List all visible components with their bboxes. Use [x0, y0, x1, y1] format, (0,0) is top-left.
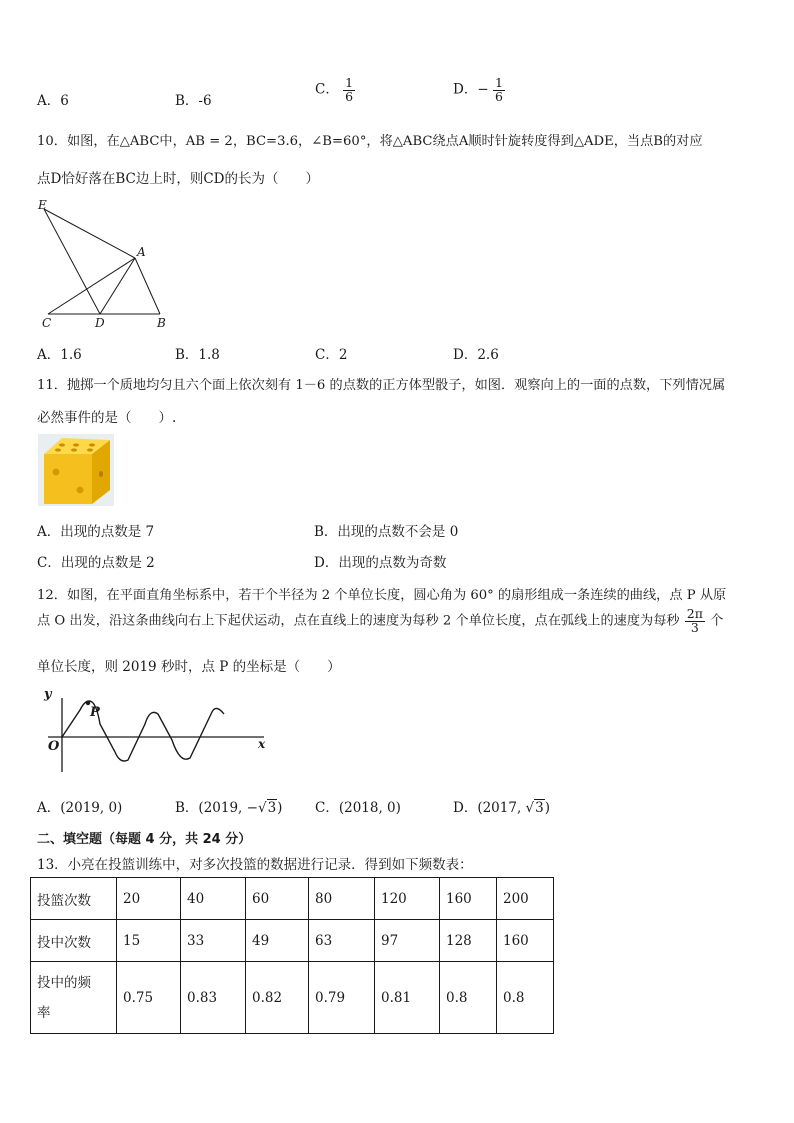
table-cell: 0.8 [497, 962, 554, 1034]
q12-option-b-prefix: (2019, − [198, 800, 258, 816]
q9-option-d-fraction [493, 77, 505, 103]
q10-label-e: E [38, 198, 47, 212]
table-cell: 0.79 [309, 962, 375, 1034]
frequency-table [30, 877, 554, 1034]
q12-speed-fraction [685, 608, 705, 634]
table-cell: 0.8 [440, 962, 497, 1034]
table-cell: 160 [497, 920, 554, 962]
q10-label-b: B [157, 316, 166, 330]
q11-option-a: A．出现的点数是 7 [37, 524, 155, 540]
q11-option-b: B．出现的点数不会是 0 [314, 524, 459, 540]
q12-label-o: O [48, 739, 60, 754]
q10-label-d: D [95, 316, 105, 330]
q12-option-d [453, 796, 550, 816]
q10-stem-line2: 点D恰好落在BC边上时，则CD的长为（ ） [37, 171, 319, 187]
q12-wave-figure [40, 684, 276, 776]
q9-option-c-numerator: 1 [345, 75, 354, 90]
q12-option-d-radicand: 3 [535, 800, 544, 816]
q9-option-d-denominator: 6 [494, 88, 503, 104]
table-row [31, 878, 554, 920]
table-cell: 80 [309, 878, 375, 920]
table-cell: 160 [440, 878, 497, 920]
q10-label-a: A [137, 245, 146, 259]
q10-segment-ab [135, 258, 160, 314]
dice-image [38, 434, 114, 506]
section-title: 二、填空题（每题 4 分，共 24 分） [37, 832, 252, 847]
q12-option-d-label: D． [453, 800, 478, 816]
row-header-line2: 率 [37, 1004, 51, 1021]
q12-option-a-label: A． [37, 800, 61, 816]
q9-option-c-label: C． [315, 81, 339, 98]
q12-label-x: x [258, 737, 266, 751]
q11-option-d: D．出现的点数为奇数 [314, 555, 447, 571]
table-cell: 200 [497, 878, 554, 920]
table-row [31, 920, 554, 962]
q12-option-c [315, 796, 401, 816]
table-row [31, 962, 554, 1034]
table-cell: 0.75 [117, 962, 181, 1034]
table-cell: 33 [181, 920, 246, 962]
q9-option-c-fraction [343, 77, 355, 103]
q12-option-b-label: B． [175, 800, 199, 816]
q12-option-d-suffix: ) [544, 800, 551, 816]
q12-option-b-root-sign: √ [257, 800, 267, 816]
q9-option-c-denominator: 6 [345, 88, 354, 104]
q12-option-d-prefix: (2017, [477, 800, 526, 816]
q11-stem-line2: 必然事件的是（ ）. [37, 410, 177, 426]
q10-segment-ac [48, 258, 135, 314]
q10-option-a: A．1.6 [37, 347, 82, 363]
q12-speed-numerator: 2π [686, 606, 703, 621]
q12-option-b-suffix: ) [277, 800, 283, 816]
q12-label-y: y [44, 687, 52, 702]
q9-option-c [315, 77, 355, 103]
q10-stem-line1: 10．如图，在△ABC中，AB = 2，BC=3.6，∠B=60°，将△ABC绕点A顺时针旋转度得到△ADE，当点B的对应 [37, 134, 703, 149]
q12-option-c-label: C． [315, 800, 339, 816]
q10-segment-ad [100, 258, 135, 314]
table-cell: 49 [246, 920, 309, 962]
q11-stem-line1: 11．抛掷一个质地均匀且六个面上依次刻有 1－6 的点数的正方体型骰子，如图．观察向上的一面的点数，下列情况属 [37, 378, 726, 393]
q9-option-b: B．-6 [175, 93, 212, 109]
q12-option-c-value: (2018, 0) [338, 800, 401, 816]
q11-option-c: C．出现的点数是 2 [37, 555, 155, 571]
q12-stem-line2 [37, 608, 723, 634]
q12-stem-line3: 单位长度，则 2019 秒时，点 P 的坐标是（ ） [37, 659, 341, 675]
q12-wave-curve [62, 701, 224, 761]
table-cell: 120 [375, 878, 440, 920]
row-header-line1: 投中的频 [37, 974, 91, 991]
q12-stem-line1: 12．如图，在平面直角坐标系中，若干个半径为 2 个单位长度，圆心角为 60° 的扇形组成一条连续的曲线，点 P 从原 [37, 588, 727, 603]
q12-stem-line2-tail: 个 [710, 613, 724, 629]
table-cell: 63 [309, 920, 375, 962]
table-cell: 128 [440, 920, 497, 962]
q12-option-a [37, 796, 122, 816]
q13-stem-line1: 13．小亮在投篮训练中，对多次投篮的数据进行记录．得到如下频数表： [37, 857, 473, 873]
row-header [31, 962, 117, 1034]
row-header: 投中次数 [31, 920, 117, 962]
row-header: 投篮次数 [31, 878, 117, 920]
q9-option-d [453, 77, 505, 103]
table-cell: 15 [117, 920, 181, 962]
q10-option-d: D．2.6 [453, 347, 499, 363]
q9-option-d-numerator: 1 [494, 75, 503, 90]
q10-triangle-figure [34, 196, 174, 332]
q12-stem-line2-text: 点 O 出发，沿这条曲线向右上下起伏运动，点在直线上的速度为每秒 2 个单位长度，点在弧线上的速度为每秒 [37, 613, 680, 629]
table-cell: 97 [375, 920, 440, 962]
table-cell: 40 [181, 878, 246, 920]
q12-option-a-value: (2019, 0) [60, 800, 123, 816]
dice-front-face [44, 454, 92, 504]
table-cell: 60 [246, 878, 309, 920]
q10-segment-ea [44, 209, 135, 258]
q12-option-b [175, 796, 282, 816]
table-cell: 0.81 [375, 962, 440, 1034]
table-cell: 0.82 [246, 962, 309, 1034]
q12-label-p: P [90, 705, 100, 720]
q10-option-b: B．1.8 [175, 347, 220, 363]
q12-option-b-radicand: 3 [267, 800, 277, 816]
q9-option-a: A．6 [37, 93, 69, 109]
q12-speed-denominator: 3 [690, 619, 699, 635]
q9-option-d-label: D．− [453, 81, 489, 98]
q10-option-c: C．2 [315, 347, 348, 363]
q12-option-d-root-sign: √ [525, 800, 535, 816]
table-cell: 0.83 [181, 962, 246, 1034]
table-cell: 20 [117, 878, 181, 920]
q10-label-c: C [42, 316, 52, 330]
